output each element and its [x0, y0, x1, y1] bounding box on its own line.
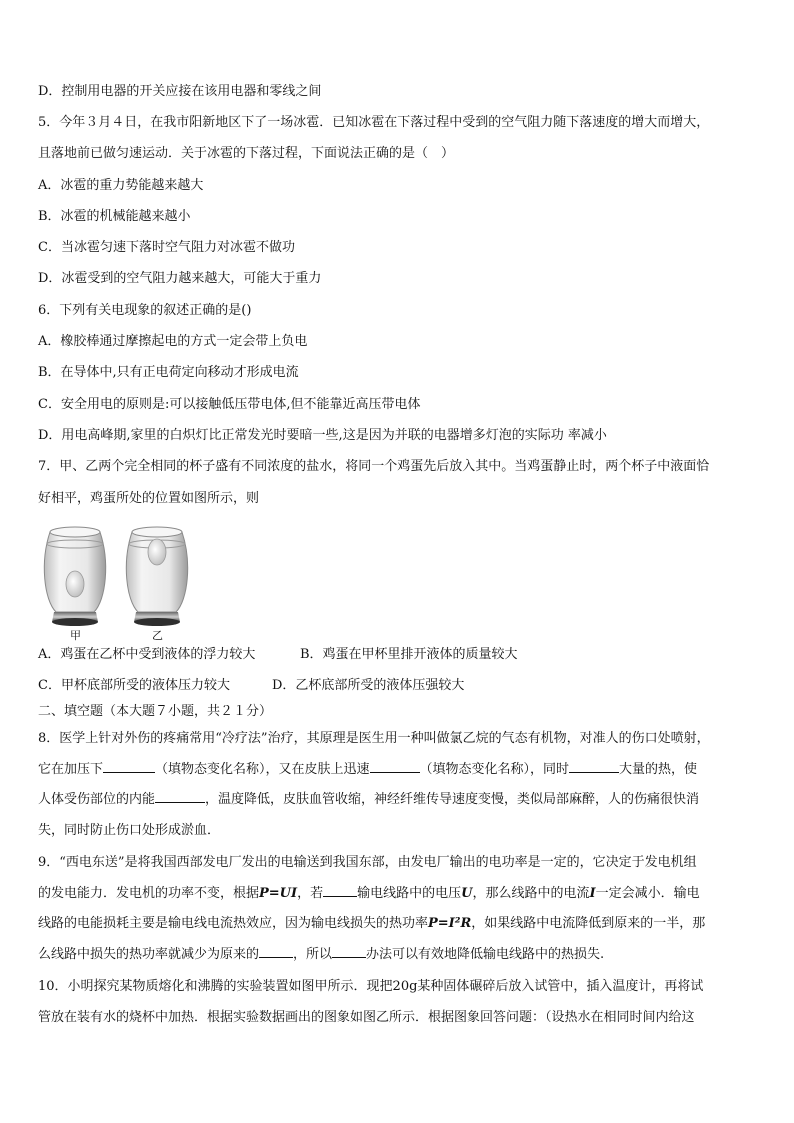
q6-option-d: D．用电高峰期,家里的白炽灯比正常发光时要暗一些,这是因为并联的电器增多灯泡的实际功 率减小 [38, 428, 607, 443]
q7-stem-line1: 7．甲、乙两个完全相同的杯子盛有不同浓度的盐水，将同一个鸡蛋先后放入其中。当鸡蛋静止时，两个杯子中液面恰 [38, 459, 710, 474]
blank [103, 760, 155, 773]
q5-stem-line2: 且落地前已做匀速运动．关于冰雹的下落过程，下面说法正确的是（ ） [38, 146, 455, 161]
q6-option-c: C．安全用电的原则是:可以接触低压带电体,但不能靠近高压带电体 [38, 397, 421, 412]
egg-yi [148, 539, 166, 565]
q6-stem: 6．下列有关电现象的叙述正确的是() [38, 303, 252, 318]
question-8 [38, 724, 760, 846]
q9-line2: 的发电能力．发电机的功率不变，根据P=UI，若 输电线路中的电压U，那么线路中的电流I一定会减小．输电 [38, 885, 700, 901]
q10-line1: 10．小明探究某物质熔化和沸腾的实验装置如图甲所示．现把20g某种固体碾碎后放入试管中，插入温度计，再将试 [38, 979, 704, 994]
section-heading-fill-in: 二、填空题（本大题７小题，共２１分） [38, 704, 273, 719]
q8-line4: 失，同时防止伤口处形成淤血． [38, 822, 221, 838]
q8-line1: 8．医学上针对外伤的疼痛常用“冷疗法”治疗，其原理是医生用一种叫做氯乙烷的气态有机物，对准人的伤口处喷射， [38, 731, 710, 746]
q6-option-a: A．橡胶棒通过摩擦起电的方式一定会带上负电 [38, 334, 308, 349]
label-yi: 乙 [152, 629, 163, 642]
q7-option-d: D．乙杯底部所受的液体压强较大 [272, 678, 465, 693]
blank [332, 945, 366, 958]
question-9 [38, 848, 760, 970]
egg-jia [66, 571, 84, 597]
q5-option-b: B．冰雹的机械能越来越小 [38, 209, 191, 224]
blank [569, 760, 619, 773]
q7-option-b: B．鸡蛋在甲杯里排开液体的质量较大 [300, 647, 518, 662]
q8-line2: 它在加压下 （填物态变化名称），又在皮肤上迅速 （填物态变化名称），同时 大量的热，使 [38, 761, 698, 777]
q7-option-a: A．鸡蛋在乙杯中受到液体的浮力较大 [38, 647, 256, 662]
q9-line3: 线路的电能损耗主要是输电线电流热效应，因为输电线损失的热功率P=I²R，如果线路中电流降低到原来的一半，那 [38, 916, 706, 931]
blank [370, 760, 420, 773]
q7-stem-line2: 好相平，鸡蛋所处的位置如图所示，则 [38, 491, 260, 506]
q6-option-b: B．在导体中,只有正电荷定向移动才形成电流 [38, 365, 299, 380]
q5-option-c: C．当冰雹匀速下落时空气阻力对冰雹不做功 [38, 240, 295, 255]
q5-option-d: D．冰雹受到的空气阻力越来越大，可能大于重力 [38, 271, 322, 286]
q5-option-a: A．冰雹的重力势能越来越大 [38, 178, 204, 193]
question-10 [38, 972, 760, 1033]
blank [323, 884, 357, 897]
q9-line1: 9．“西电东送”是将我国西部发电厂发出的电输送到我国东部，由发电厂输出的电功率是一定的，它决定于发电机组 [38, 855, 697, 870]
q7-option-c: C．甲杯底部所受的液体压力较大 [38, 678, 230, 693]
q5-stem-line1: 5．今年３月４日，在我市阳新地区下了一场冰雹．已知冰雹在下落过程中受到的空气阻力随下落速度的增大而增大， [38, 115, 710, 130]
blank [155, 790, 205, 803]
cup-yi [126, 527, 187, 626]
blank [259, 945, 293, 958]
q8-line3: 人体受伤部位的内能 ，温度降低，皮肤血管收缩，神经纤维传导速度变慢，类似局部麻醉，人的伤痛很快消 [38, 792, 700, 807]
label-jia: 甲 [70, 629, 81, 642]
q10-line2: 管放在装有水的烧杯中加热．根据实验数据画出的图象如图乙所示．根据图象回答问题：（设热水在相同时间内给这 [38, 1009, 695, 1025]
two-cups-egg-figure [40, 522, 200, 642]
cup-jia [44, 527, 105, 626]
q9-line4: 么线路中损失的热功率就减少为原来的 ，所以 办法可以有效地降低输电线路中的热损失. [38, 946, 605, 962]
q4-option-d: D．控制用电器的开关应接在该用电器和零线之间 [38, 84, 322, 99]
